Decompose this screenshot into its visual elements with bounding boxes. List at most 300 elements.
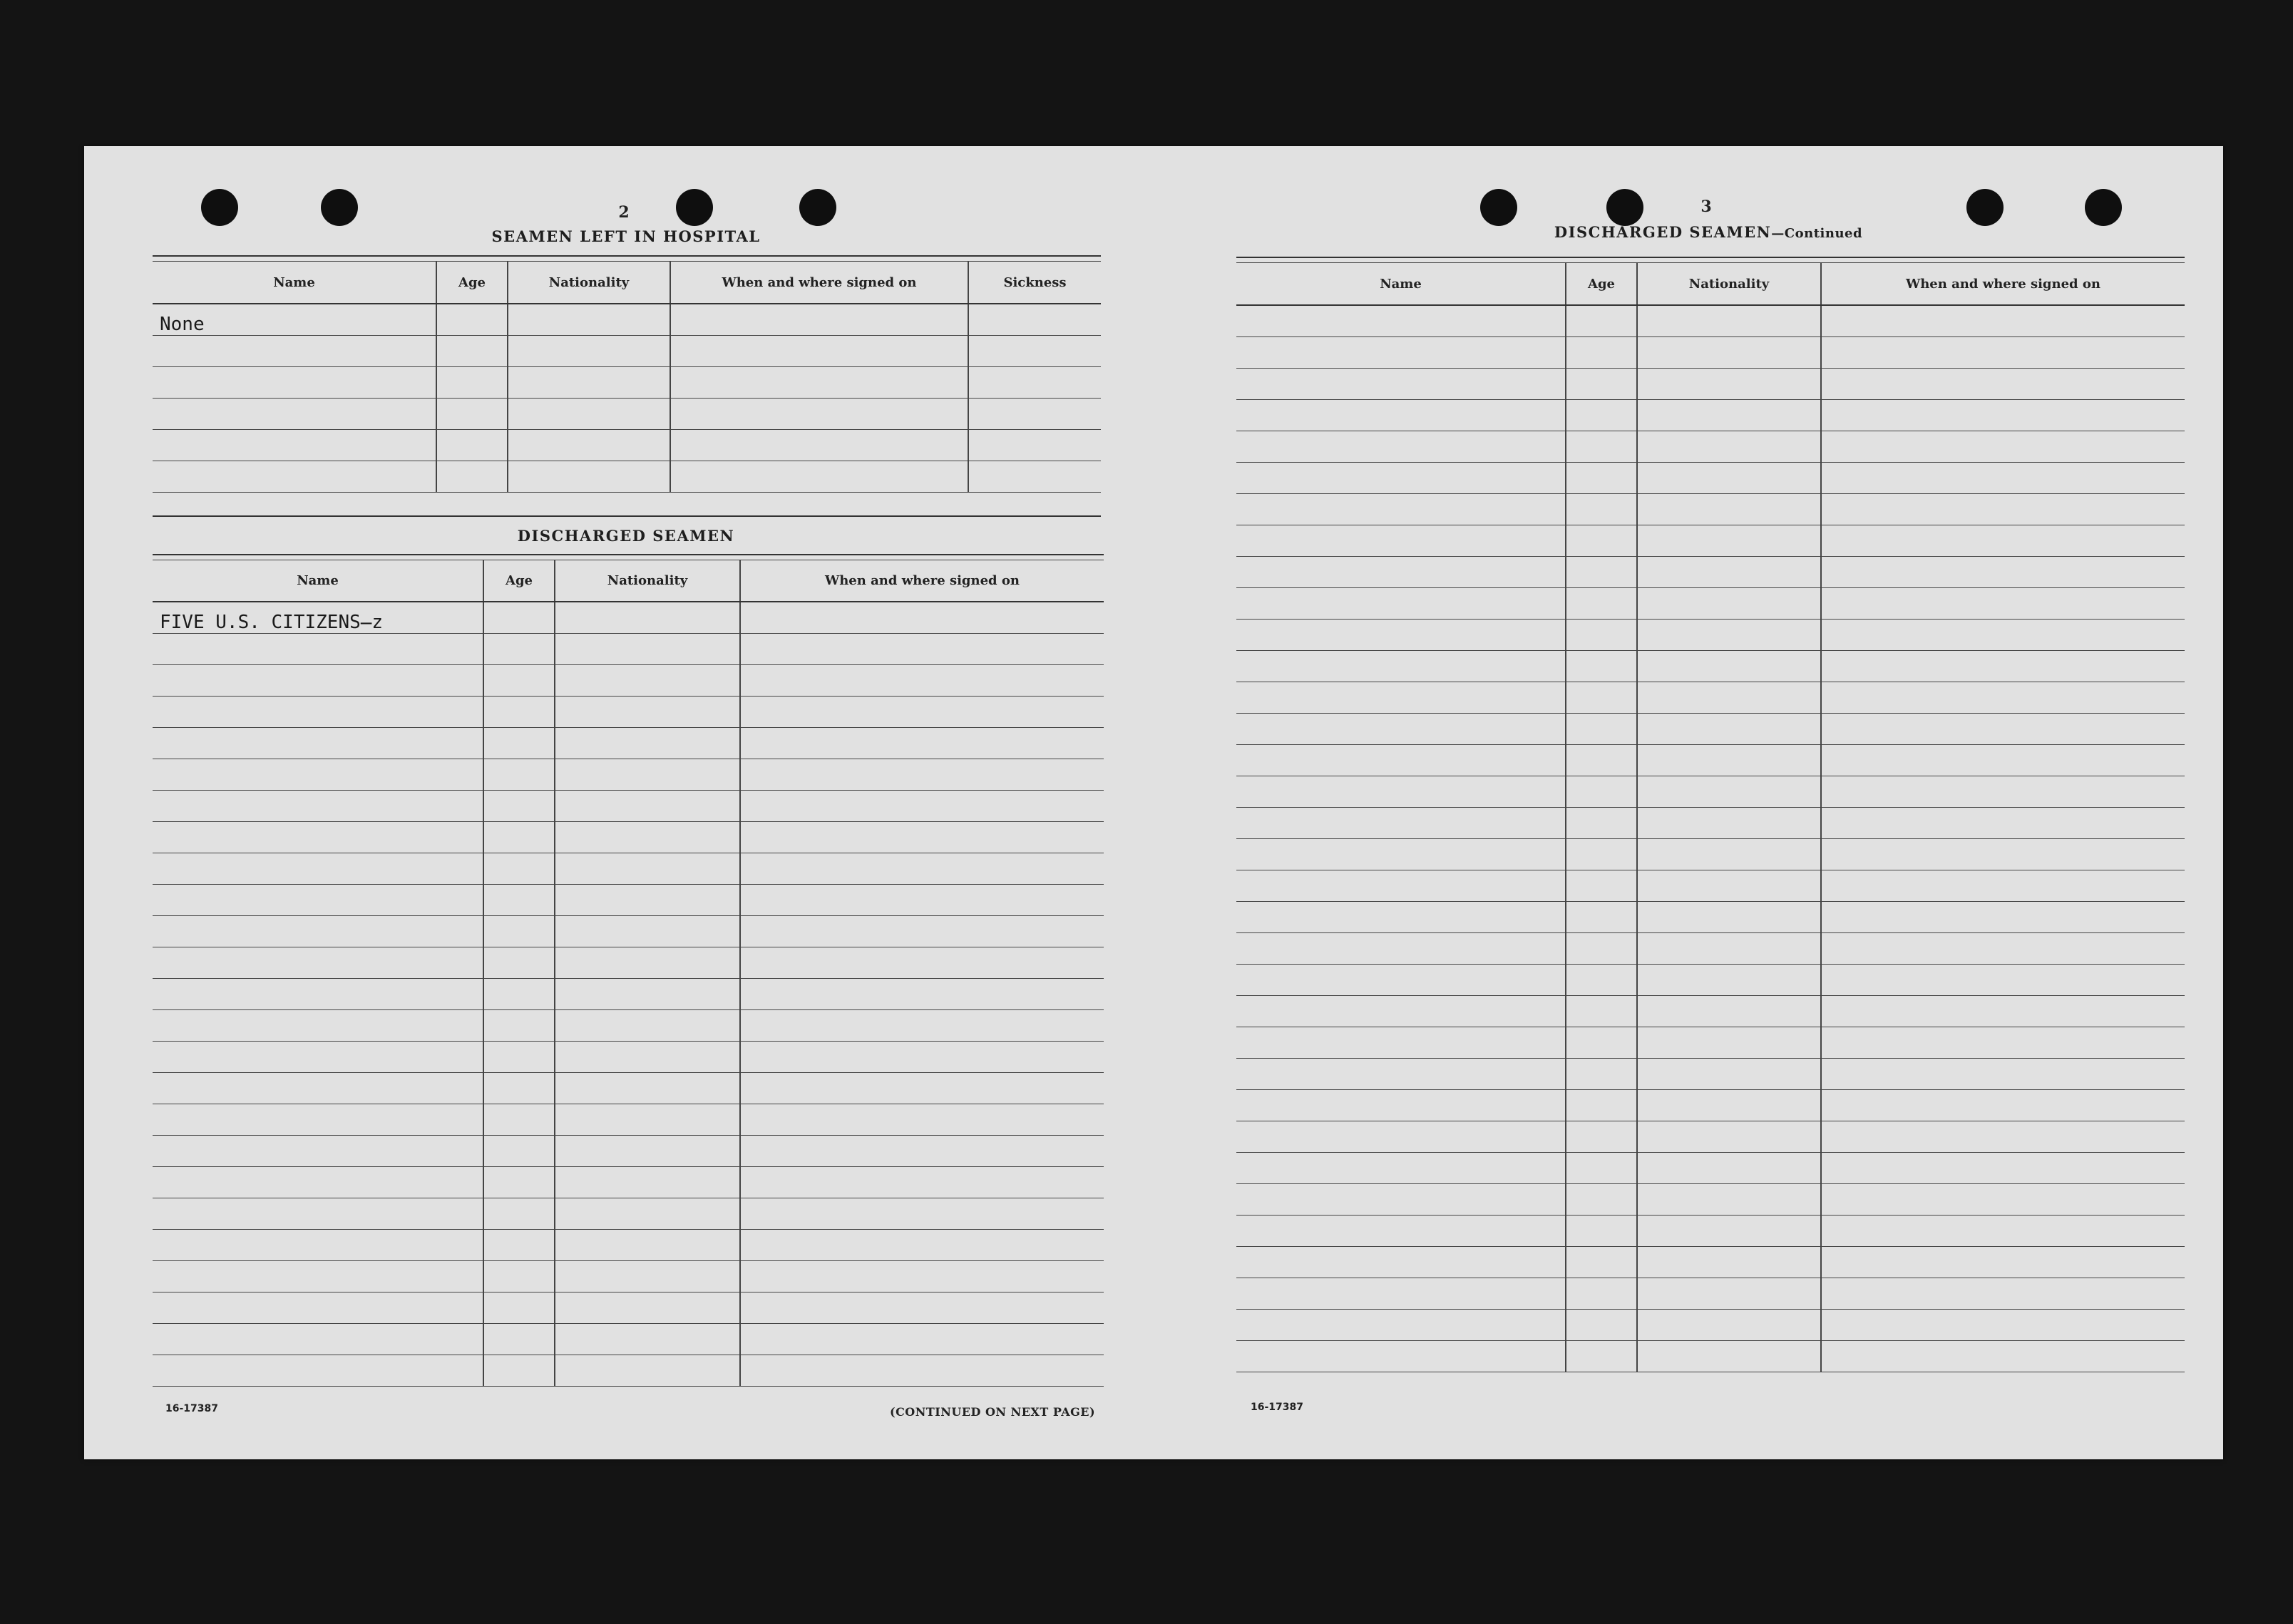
cell-nationality — [555, 791, 740, 822]
cell-name — [153, 1136, 483, 1167]
punch-hole — [321, 189, 358, 226]
cell-nationality — [555, 1104, 740, 1136]
column-header-nationality: Nationality — [1637, 263, 1821, 305]
punch-hole — [2085, 189, 2122, 226]
cell-sickness — [968, 430, 1101, 461]
page-number-left: 2 — [618, 203, 630, 222]
cell-signed-on — [740, 728, 1104, 759]
cell-nationality — [555, 1355, 740, 1387]
cell-name — [1236, 1153, 1566, 1184]
cell-nationality — [1637, 714, 1821, 745]
cell-name — [1236, 620, 1566, 651]
cell-name — [1236, 870, 1566, 902]
cell-name — [1236, 337, 1566, 369]
page-number-right: 3 — [1700, 197, 1712, 216]
cell-name — [1236, 776, 1566, 808]
cell-age — [1566, 965, 1637, 996]
cell-signed-on — [1821, 1090, 2185, 1121]
table-row — [153, 1073, 1104, 1104]
cell-signed-on — [740, 634, 1104, 665]
cell-name — [1236, 714, 1566, 745]
cell-age — [1566, 463, 1637, 494]
cell-age — [1566, 588, 1637, 620]
cell-age — [436, 304, 508, 336]
cell-age — [483, 853, 555, 885]
cell-signed-on — [740, 1198, 1104, 1230]
punch-hole — [1966, 189, 2004, 226]
cell-name — [153, 1104, 483, 1136]
table-row — [1236, 808, 2185, 839]
cell-name — [1236, 431, 1566, 463]
cell-age — [483, 916, 555, 947]
cell-signed-on — [740, 1073, 1104, 1104]
cell-name — [1236, 494, 1566, 525]
table-row — [1236, 1247, 2185, 1278]
continued-top-rule — [1236, 257, 2185, 263]
table-row — [1236, 525, 2185, 557]
cell-name — [1236, 745, 1566, 776]
cell-name — [153, 1198, 483, 1230]
cell-nationality — [1637, 1090, 1821, 1121]
table-row — [153, 336, 1101, 367]
table-row — [1236, 1153, 2185, 1184]
cell-signed-on — [740, 1355, 1104, 1387]
table-row — [1236, 902, 2185, 933]
cell-name — [1236, 1341, 1566, 1372]
cell-signed-on — [740, 1292, 1104, 1324]
cell-signed-on — [670, 461, 968, 493]
cell-nationality — [1637, 902, 1821, 933]
table-row — [1236, 369, 2185, 400]
cell-signed-on — [1821, 431, 2185, 463]
cell-age — [483, 1104, 555, 1136]
cell-age — [483, 791, 555, 822]
cell-age — [1566, 620, 1637, 651]
cell-name — [153, 791, 483, 822]
table-row — [153, 916, 1104, 947]
cell-signed-on — [1821, 1310, 2185, 1341]
cell-signed-on — [1821, 1027, 2185, 1059]
cell-age — [483, 1292, 555, 1324]
cell-name — [153, 634, 483, 665]
cell-name: FIVE U.S. CITIZENS̶z — [153, 602, 483, 634]
cell-age — [1566, 651, 1637, 682]
cell-signed-on — [740, 1042, 1104, 1073]
cell-nationality — [1637, 933, 1821, 965]
table-row — [153, 822, 1104, 853]
cell-nationality — [555, 885, 740, 916]
table-row — [1236, 400, 2185, 431]
cell-name — [1236, 902, 1566, 933]
cell-age — [1566, 1090, 1637, 1121]
hospital-section-title: SEAMEN LEFT IN HOSPITAL — [491, 227, 761, 245]
table-row — [153, 791, 1104, 822]
table-row — [1236, 839, 2185, 870]
cell-signed-on — [1821, 1184, 2185, 1216]
cell-signed-on — [1821, 808, 2185, 839]
table-row — [153, 367, 1101, 399]
cell-age — [483, 1136, 555, 1167]
table-row — [153, 304, 1101, 336]
cell-signed-on — [1821, 776, 2185, 808]
cell-signed-on — [1821, 1216, 2185, 1247]
table-row — [1236, 1090, 2185, 1121]
hospital-table — [153, 262, 1101, 493]
cell-name — [1236, 1247, 1566, 1278]
cell-name — [1236, 839, 1566, 870]
table-row — [1236, 588, 2185, 620]
cell-name — [153, 1230, 483, 1261]
table-row — [1236, 714, 2185, 745]
cell-name — [153, 916, 483, 947]
discharged-section-title: DISCHARGED SEAMEN — [517, 527, 735, 545]
cell-name — [1236, 682, 1566, 714]
column-header-name: Name — [153, 560, 483, 602]
table-row — [1236, 1216, 2185, 1247]
cell-age — [483, 697, 555, 728]
cell-nationality — [1637, 620, 1821, 651]
table-row — [1236, 463, 2185, 494]
hospital-bottom-rule — [153, 515, 1101, 517]
continued-table — [1236, 263, 2185, 1372]
cell-nationality — [555, 728, 740, 759]
cell-age — [483, 1324, 555, 1355]
punch-hole — [799, 189, 836, 226]
cell-nationality — [555, 1230, 740, 1261]
cell-signed-on — [1821, 1059, 2185, 1090]
cell-name — [153, 947, 483, 979]
cell-nationality — [1637, 400, 1821, 431]
cell-sickness — [968, 461, 1101, 493]
cell-nationality — [555, 853, 740, 885]
cell-name — [153, 665, 483, 697]
cell-nationality — [1637, 557, 1821, 588]
cell-nationality — [508, 461, 670, 493]
cell-nationality — [508, 367, 670, 399]
cell-age — [1566, 525, 1637, 557]
cell-signed-on — [1821, 965, 2185, 996]
cell-age — [1566, 1310, 1637, 1341]
cell-nationality — [555, 759, 740, 791]
cell-name — [1236, 1121, 1566, 1153]
cell-nationality — [1637, 839, 1821, 870]
cell-name — [1236, 1059, 1566, 1090]
cell-signed-on — [1821, 651, 2185, 682]
cell-nationality — [555, 947, 740, 979]
cell-age — [1566, 369, 1637, 400]
cell-age — [1566, 1247, 1637, 1278]
cell-age — [1566, 745, 1637, 776]
cell-sickness — [968, 367, 1101, 399]
cell-nationality — [555, 1198, 740, 1230]
table-row — [1236, 1310, 2185, 1341]
cell-age — [1566, 494, 1637, 525]
table-row — [153, 885, 1104, 916]
cell-age — [1566, 431, 1637, 463]
cell-name — [1236, 1278, 1566, 1310]
table-row — [1236, 337, 2185, 369]
cell-age — [436, 367, 508, 399]
cell-name — [153, 822, 483, 853]
cell-signed-on — [1821, 870, 2185, 902]
cell-nationality — [555, 1167, 740, 1198]
cell-name — [1236, 557, 1566, 588]
cell-signed-on — [670, 304, 968, 336]
cell-nationality — [555, 1136, 740, 1167]
form-number-left: 16-17387 — [165, 1403, 218, 1414]
cell-signed-on — [1821, 933, 2185, 965]
cell-name — [153, 979, 483, 1010]
cell-name — [153, 367, 436, 399]
cell-name — [153, 399, 436, 430]
column-header-nationality: Nationality — [508, 262, 670, 304]
cell-age — [1566, 682, 1637, 714]
cell-nationality — [1637, 1184, 1821, 1216]
cell-age — [1566, 808, 1637, 839]
cell-name — [153, 1010, 483, 1042]
cell-signed-on — [1821, 714, 2185, 745]
table-row — [153, 1292, 1104, 1324]
cell-nationality — [555, 1010, 740, 1042]
cell-name — [153, 1292, 483, 1324]
cell-signed-on — [1821, 839, 2185, 870]
cell-name — [1236, 965, 1566, 996]
cell-age — [1566, 902, 1637, 933]
table-row — [153, 399, 1101, 430]
table-row — [1236, 651, 2185, 682]
cell-name — [1236, 1216, 1566, 1247]
cell-age — [483, 1355, 555, 1387]
cell-age — [1566, 933, 1637, 965]
cell-age — [483, 1010, 555, 1042]
cell-nationality — [1637, 1059, 1821, 1090]
table-row — [153, 728, 1104, 759]
cell-signed-on — [1821, 996, 2185, 1027]
column-header-nationality: Nationality — [555, 560, 740, 602]
cell-name — [1236, 463, 1566, 494]
discharged-table — [153, 560, 1104, 1387]
column-header-name: Name — [153, 262, 436, 304]
form-number-right: 16-17387 — [1251, 1402, 1303, 1413]
cell-name — [153, 853, 483, 885]
table-row — [1236, 870, 2185, 902]
column-header-signed-on: When and where signed on — [670, 262, 968, 304]
table-row — [153, 1104, 1104, 1136]
punch-hole — [201, 189, 238, 226]
column-header-signed-on: When and where signed on — [1821, 263, 2185, 305]
table-row — [153, 634, 1104, 665]
cell-nationality — [1637, 1247, 1821, 1278]
cell-age — [436, 461, 508, 493]
cell-signed-on — [740, 1136, 1104, 1167]
cell-age — [483, 1261, 555, 1292]
cell-signed-on — [1821, 369, 2185, 400]
table-row — [1236, 1278, 2185, 1310]
table-row — [153, 979, 1104, 1010]
cell-name — [153, 1042, 483, 1073]
cell-nationality — [1637, 1216, 1821, 1247]
cell-nationality — [555, 979, 740, 1010]
table-row — [153, 430, 1101, 461]
cell-nationality — [1637, 1310, 1821, 1341]
cell-signed-on — [1821, 902, 2185, 933]
cell-age — [436, 336, 508, 367]
table-row — [1236, 557, 2185, 588]
cell-age — [1566, 1278, 1637, 1310]
cell-name — [1236, 808, 1566, 839]
cell-signed-on — [740, 1010, 1104, 1042]
table-row — [1236, 620, 2185, 651]
cell-nationality — [1637, 337, 1821, 369]
cell-name — [1236, 400, 1566, 431]
cell-name — [1236, 1184, 1566, 1216]
cell-nationality — [555, 634, 740, 665]
cell-signed-on — [740, 947, 1104, 979]
cell-sickness — [968, 399, 1101, 430]
punch-hole — [1606, 189, 1643, 226]
cell-age — [1566, 337, 1637, 369]
cell-age — [1566, 1121, 1637, 1153]
cell-nationality — [555, 1324, 740, 1355]
table-row — [1236, 996, 2185, 1027]
cell-name — [153, 697, 483, 728]
cell-name — [1236, 1027, 1566, 1059]
cell-nationality — [1637, 776, 1821, 808]
column-header-age: Age — [1566, 263, 1637, 305]
cell-signed-on — [670, 367, 968, 399]
cell-name — [153, 759, 483, 791]
table-row — [1236, 1059, 2185, 1090]
cell-signed-on — [740, 665, 1104, 697]
cell-name — [153, 430, 436, 461]
cell-nationality — [1637, 463, 1821, 494]
cell-age — [1566, 839, 1637, 870]
cell-signed-on — [1821, 494, 2185, 525]
discharged-continued-title — [1554, 223, 1862, 241]
cell-name — [1236, 1090, 1566, 1121]
table-row — [153, 947, 1104, 979]
column-header-name: Name — [1236, 263, 1566, 305]
cell-nationality — [1637, 494, 1821, 525]
table-row — [1236, 1027, 2185, 1059]
cell-age — [483, 979, 555, 1010]
cell-nationality — [1637, 808, 1821, 839]
cell-age — [1566, 1027, 1637, 1059]
cell-nationality — [1637, 588, 1821, 620]
cell-signed-on — [1821, 463, 2185, 494]
cell-signed-on — [740, 916, 1104, 947]
cell-nationality — [1637, 525, 1821, 557]
cell-nationality — [1637, 1121, 1821, 1153]
cell-nationality — [555, 602, 740, 634]
cell-nationality — [1637, 870, 1821, 902]
cell-signed-on — [1821, 745, 2185, 776]
cell-signed-on — [1821, 1247, 2185, 1278]
cell-signed-on — [740, 1104, 1104, 1136]
hospital-top-rule — [153, 255, 1101, 262]
cell-signed-on — [1821, 337, 2185, 369]
cell-nationality — [555, 916, 740, 947]
cell-sickness — [968, 304, 1101, 336]
cell-nationality — [1637, 965, 1821, 996]
cell-age — [483, 1198, 555, 1230]
table-row — [153, 602, 1104, 634]
cell-name — [153, 461, 436, 493]
cell-signed-on — [740, 697, 1104, 728]
cell-signed-on — [740, 1261, 1104, 1292]
cell-signed-on — [1821, 557, 2185, 588]
cell-age — [1566, 1216, 1637, 1247]
cell-nationality — [555, 1073, 740, 1104]
document-sheet — [84, 146, 2223, 1459]
cell-age — [1566, 305, 1637, 337]
cell-age — [1566, 557, 1637, 588]
cell-name — [1236, 525, 1566, 557]
table-row — [1236, 965, 2185, 996]
cell-name — [153, 1261, 483, 1292]
cell-name — [153, 1324, 483, 1355]
table-row — [153, 759, 1104, 791]
cell-nationality — [1637, 305, 1821, 337]
cell-nationality — [555, 665, 740, 697]
cell-signed-on — [740, 791, 1104, 822]
punch-hole — [676, 189, 713, 226]
cell-name — [1236, 996, 1566, 1027]
column-header-signed-on: When and where signed on — [740, 560, 1104, 602]
cell-age — [483, 759, 555, 791]
cell-name — [1236, 1310, 1566, 1341]
cell-signed-on — [1821, 1341, 2185, 1372]
cell-age — [483, 634, 555, 665]
column-header-age: Age — [483, 560, 555, 602]
table-row — [153, 1042, 1104, 1073]
cell-age — [1566, 870, 1637, 902]
cell-nationality — [1637, 745, 1821, 776]
cell-nationality — [1637, 1027, 1821, 1059]
cell-signed-on — [740, 602, 1104, 634]
punch-hole — [1480, 189, 1517, 226]
cell-signed-on — [740, 885, 1104, 916]
table-row — [1236, 933, 2185, 965]
cell-name — [1236, 588, 1566, 620]
table-row — [153, 1198, 1104, 1230]
cell-signed-on — [740, 1324, 1104, 1355]
cell-name — [153, 1355, 483, 1387]
table-row — [1236, 776, 2185, 808]
cell-signed-on — [1821, 1278, 2185, 1310]
table-row — [153, 697, 1104, 728]
cell-signed-on — [670, 399, 968, 430]
cell-nationality — [555, 1042, 740, 1073]
cell-age — [1566, 776, 1637, 808]
cell-age — [436, 399, 508, 430]
cell-age — [483, 1167, 555, 1198]
cell-age — [436, 430, 508, 461]
cell-age — [483, 885, 555, 916]
cell-signed-on — [740, 759, 1104, 791]
table-row — [153, 1230, 1104, 1261]
continued-note: (CONTINUED ON NEXT PAGE) — [890, 1405, 1096, 1419]
cell-name — [153, 885, 483, 916]
cell-age — [483, 947, 555, 979]
table-row — [153, 853, 1104, 885]
cell-signed-on — [740, 1167, 1104, 1198]
cell-signed-on — [1821, 588, 2185, 620]
cell-signed-on — [1821, 620, 2185, 651]
cell-name — [153, 728, 483, 759]
cell-signed-on — [1821, 400, 2185, 431]
cell-nationality — [1637, 431, 1821, 463]
